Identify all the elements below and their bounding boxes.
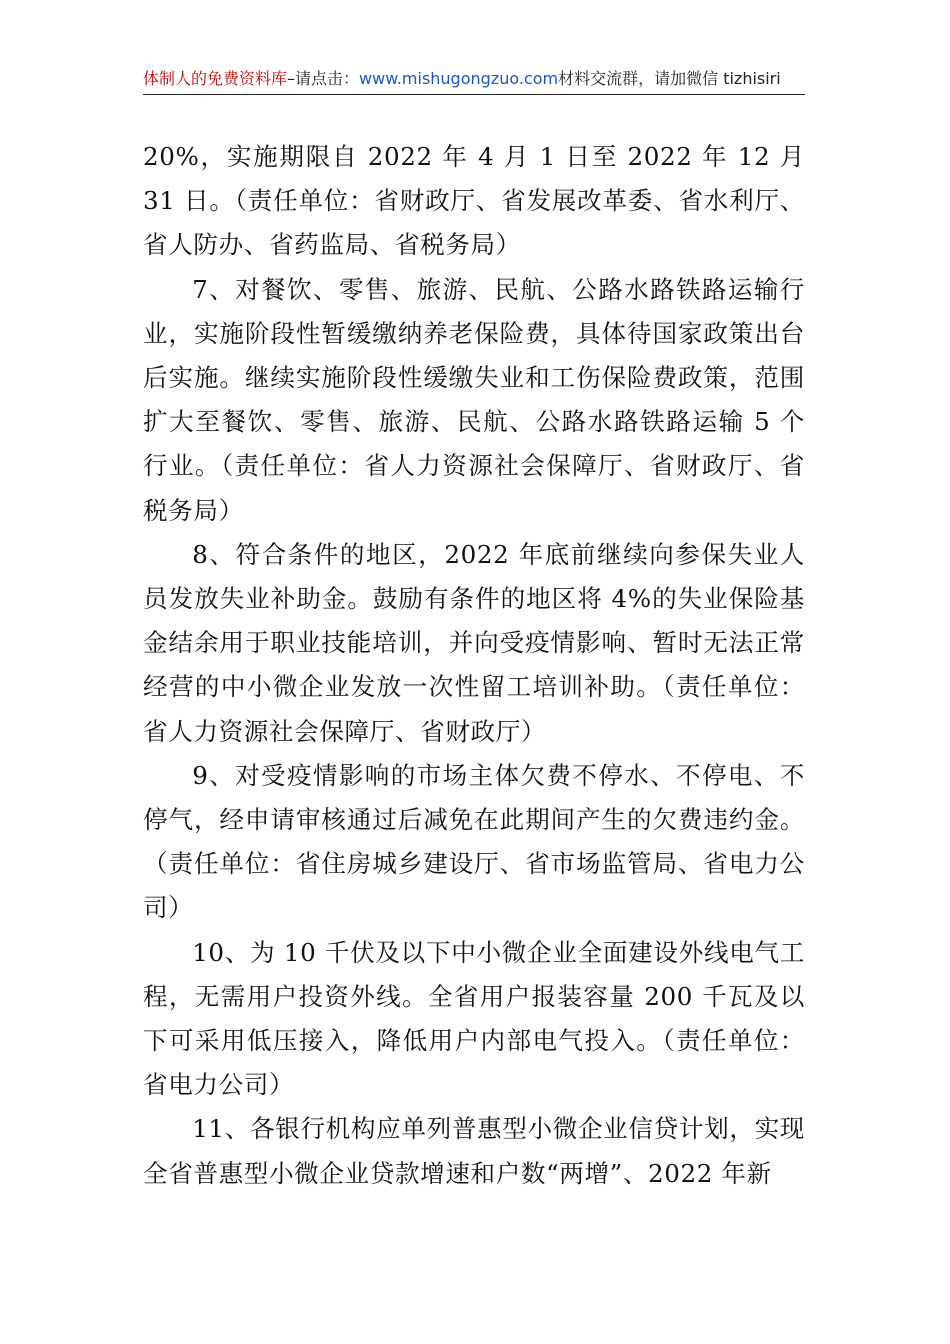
paragraph-item-8: 8、符合条件的地区，2022 年底前继续向参保失业人员发放失业补助金。鼓励有条件的地区将 4%的失业保险基金结余用于职业技能培训，并向受疫情影响、暂时无法正常经营的中小微企业发放一次性留工培训补助。（责任单位：省人力资源社会保障厅、省财政厅）: [143, 539, 805, 746]
header-link[interactable]: www.mishugongzuo.com: [359, 69, 559, 88]
paragraph-item-11: 11、各银行机构应单列普惠型小微企业信贷计划，实现全省普惠型小微企业贷款增速和户数“两增”、2022 年新: [143, 1114, 805, 1188]
document-body: [143, 135, 805, 1196]
paragraph-item-9: 9、对受疫情影响的市场主体欠费不停水、不停电、不停气，经申请审核通过后减免在此期间产生的欠费违约金。（责任单位：省住房城乡建设厅、省市场监管局、省电力公司）: [143, 760, 805, 923]
paragraph-item-7: 7、对餐饮、零售、旅游、民航、公路水路铁路运输行业，实施阶段性暂缓缴纳养老保险费，具体待国家政策出台后实施。继续实施阶段性缓缴失业和工伤保险费政策，范围扩大至餐饮、零售、旅游、民航、公路水路铁路运输 5 个行业。（责任单位：省人力资源社会保障厅、省财政厅、省税务局）: [143, 274, 805, 525]
paragraph-continuation: 20%，实施期限自 2022 年 4 月 1 日至 2022 年 12 月 31 日。（责任单位：省财政厅、省发展改革委、省水利厅、省人防办、省药监局、省税务局）: [143, 142, 805, 260]
header-contact: 材料交流群，请加微信 tizhisiri: [558, 69, 781, 88]
header-brand: 体制人的免费资料库: [143, 69, 288, 88]
paragraph-item-10: 10、为 10 千伏及以下中小微企业全面建设外线电气工程，无需用户投资外线。全省用户报装容量 200 千瓦及以下可采用低压接入，降低用户内部电气投入。（责任单位：省电力公司）: [143, 937, 805, 1100]
header-prompt: –请点击：: [287, 69, 360, 88]
page-header: [143, 64, 805, 95]
